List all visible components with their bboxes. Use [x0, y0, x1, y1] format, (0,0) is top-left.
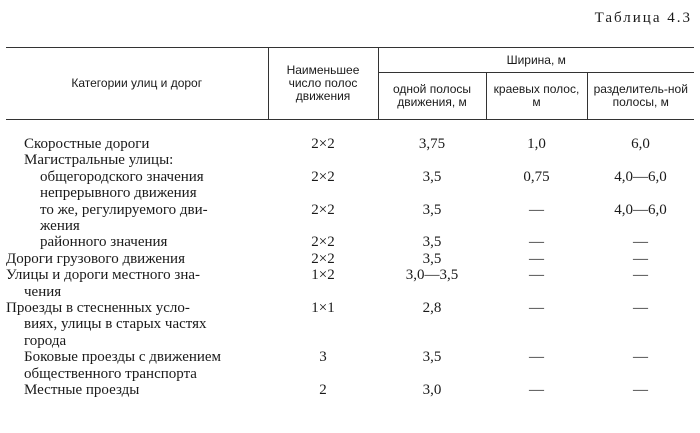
table-row	[6, 152, 694, 168]
header-lane-width: одной полосы движения, м	[378, 73, 486, 120]
cell-min-lanes: 1×1	[311, 300, 335, 317]
table-row	[6, 382, 694, 398]
cell-min-lanes: 2	[319, 382, 327, 399]
category-line: жения	[40, 218, 80, 235]
category-line: районного значения	[40, 234, 168, 251]
cell-edge-width: —	[529, 349, 544, 366]
cell-lane-width	[378, 152, 486, 168]
cell-edge-width	[486, 152, 587, 168]
cell-min-lanes: 1×2	[311, 267, 335, 284]
category-line: Магистральные улицы:	[24, 152, 174, 169]
cell-lane-width: 2,8	[422, 300, 442, 317]
table-row	[6, 169, 694, 202]
cell-min-lanes: 2×2	[311, 136, 335, 152]
cell-edge-width: —	[529, 201, 544, 218]
category-line: виях, улицы в старых частях	[24, 316, 207, 333]
header-min-lanes: Наименьшее число полос движения	[268, 48, 378, 120]
cell-lane-width: 3,5	[422, 201, 442, 218]
table-row	[6, 349, 694, 382]
cell-lane-width: 3,75	[418, 136, 446, 152]
category-line: общегородского значения	[40, 168, 204, 185]
cell-min-lanes	[268, 152, 378, 168]
category-line: Дороги грузового движения	[6, 250, 185, 267]
cell-min-lanes: 2×2	[311, 168, 335, 185]
cell-lane-width: 3,5	[422, 349, 442, 366]
cell-edge-width: —	[529, 382, 544, 399]
category-line: чения	[24, 283, 62, 300]
cell-category	[6, 136, 268, 152]
header-category: Категории улиц и дорог	[71, 76, 203, 90]
cell-lane-width: 3,0	[422, 382, 442, 399]
cell-lane-width: 3,5	[422, 250, 442, 267]
cell-divider-width: —	[633, 349, 648, 366]
table-body	[6, 120, 694, 399]
category-line: Скоростные дороги	[24, 136, 150, 152]
cell-divider-width	[587, 152, 694, 168]
cell-divider-width: 6,0	[631, 136, 650, 152]
category-line: Улицы и дороги местного зна-	[6, 267, 201, 284]
cell-divider-width: —	[633, 250, 648, 267]
cell-edge-width: 1,0	[527, 136, 546, 152]
category-line: общественного транспорта	[24, 365, 197, 382]
cell-category	[6, 251, 268, 267]
cell-lane-width: 3,0—3,5	[405, 267, 459, 284]
cell-lane-width: 3,5	[422, 168, 442, 185]
cell-category	[6, 382, 268, 398]
category-line: Боковые проезды с движением	[24, 349, 222, 366]
cell-divider-width: 4,0—6,0	[614, 201, 667, 218]
category-line: города	[24, 332, 67, 349]
table-row	[6, 267, 694, 300]
cell-divider-width: 4,0—6,0	[614, 168, 667, 185]
cell-edge-width: —	[529, 250, 544, 267]
cell-min-lanes: 2×2	[311, 250, 335, 267]
cell-edge-width: —	[529, 267, 544, 284]
category-line: непрерывного движения	[40, 185, 197, 202]
cell-divider-width: —	[633, 382, 648, 399]
cell-category	[6, 234, 268, 250]
cell-edge-width: —	[529, 234, 544, 251]
road-categories-table	[6, 47, 694, 399]
table-caption: Таблица 4.3	[594, 10, 692, 26]
cell-lane-width: 3,5	[422, 234, 442, 251]
header-edge-width: краевых полос, м	[486, 73, 587, 120]
cell-min-lanes: 2×2	[311, 234, 335, 251]
table-row	[6, 300, 694, 349]
cell-divider-width: —	[633, 234, 648, 251]
table-header	[6, 48, 694, 120]
cell-min-lanes: 2×2	[311, 201, 335, 218]
cell-category	[6, 349, 268, 382]
table-row	[6, 234, 694, 250]
cell-min-lanes: 3	[319, 349, 327, 366]
cell-edge-width: 0,75	[523, 168, 550, 185]
header-divider-width: разделитель-ной полосы, м	[587, 73, 694, 120]
table-row	[6, 251, 694, 267]
table-row	[6, 136, 694, 152]
cell-category	[6, 169, 268, 202]
cell-category	[6, 152, 268, 168]
cell-divider-width: —	[633, 267, 648, 284]
cell-edge-width: —	[529, 300, 544, 317]
category-line: Проезды в стесненных усло-	[6, 300, 190, 317]
cell-divider-width: —	[633, 300, 648, 317]
category-line: Местные проезды	[24, 382, 140, 399]
header-width-group: Ширина, м	[378, 48, 694, 73]
table-row	[6, 202, 694, 235]
category-line: то же, регулируемого дви-	[40, 201, 208, 218]
cell-category	[6, 267, 268, 300]
cell-category	[6, 202, 268, 235]
cell-category	[6, 300, 268, 349]
